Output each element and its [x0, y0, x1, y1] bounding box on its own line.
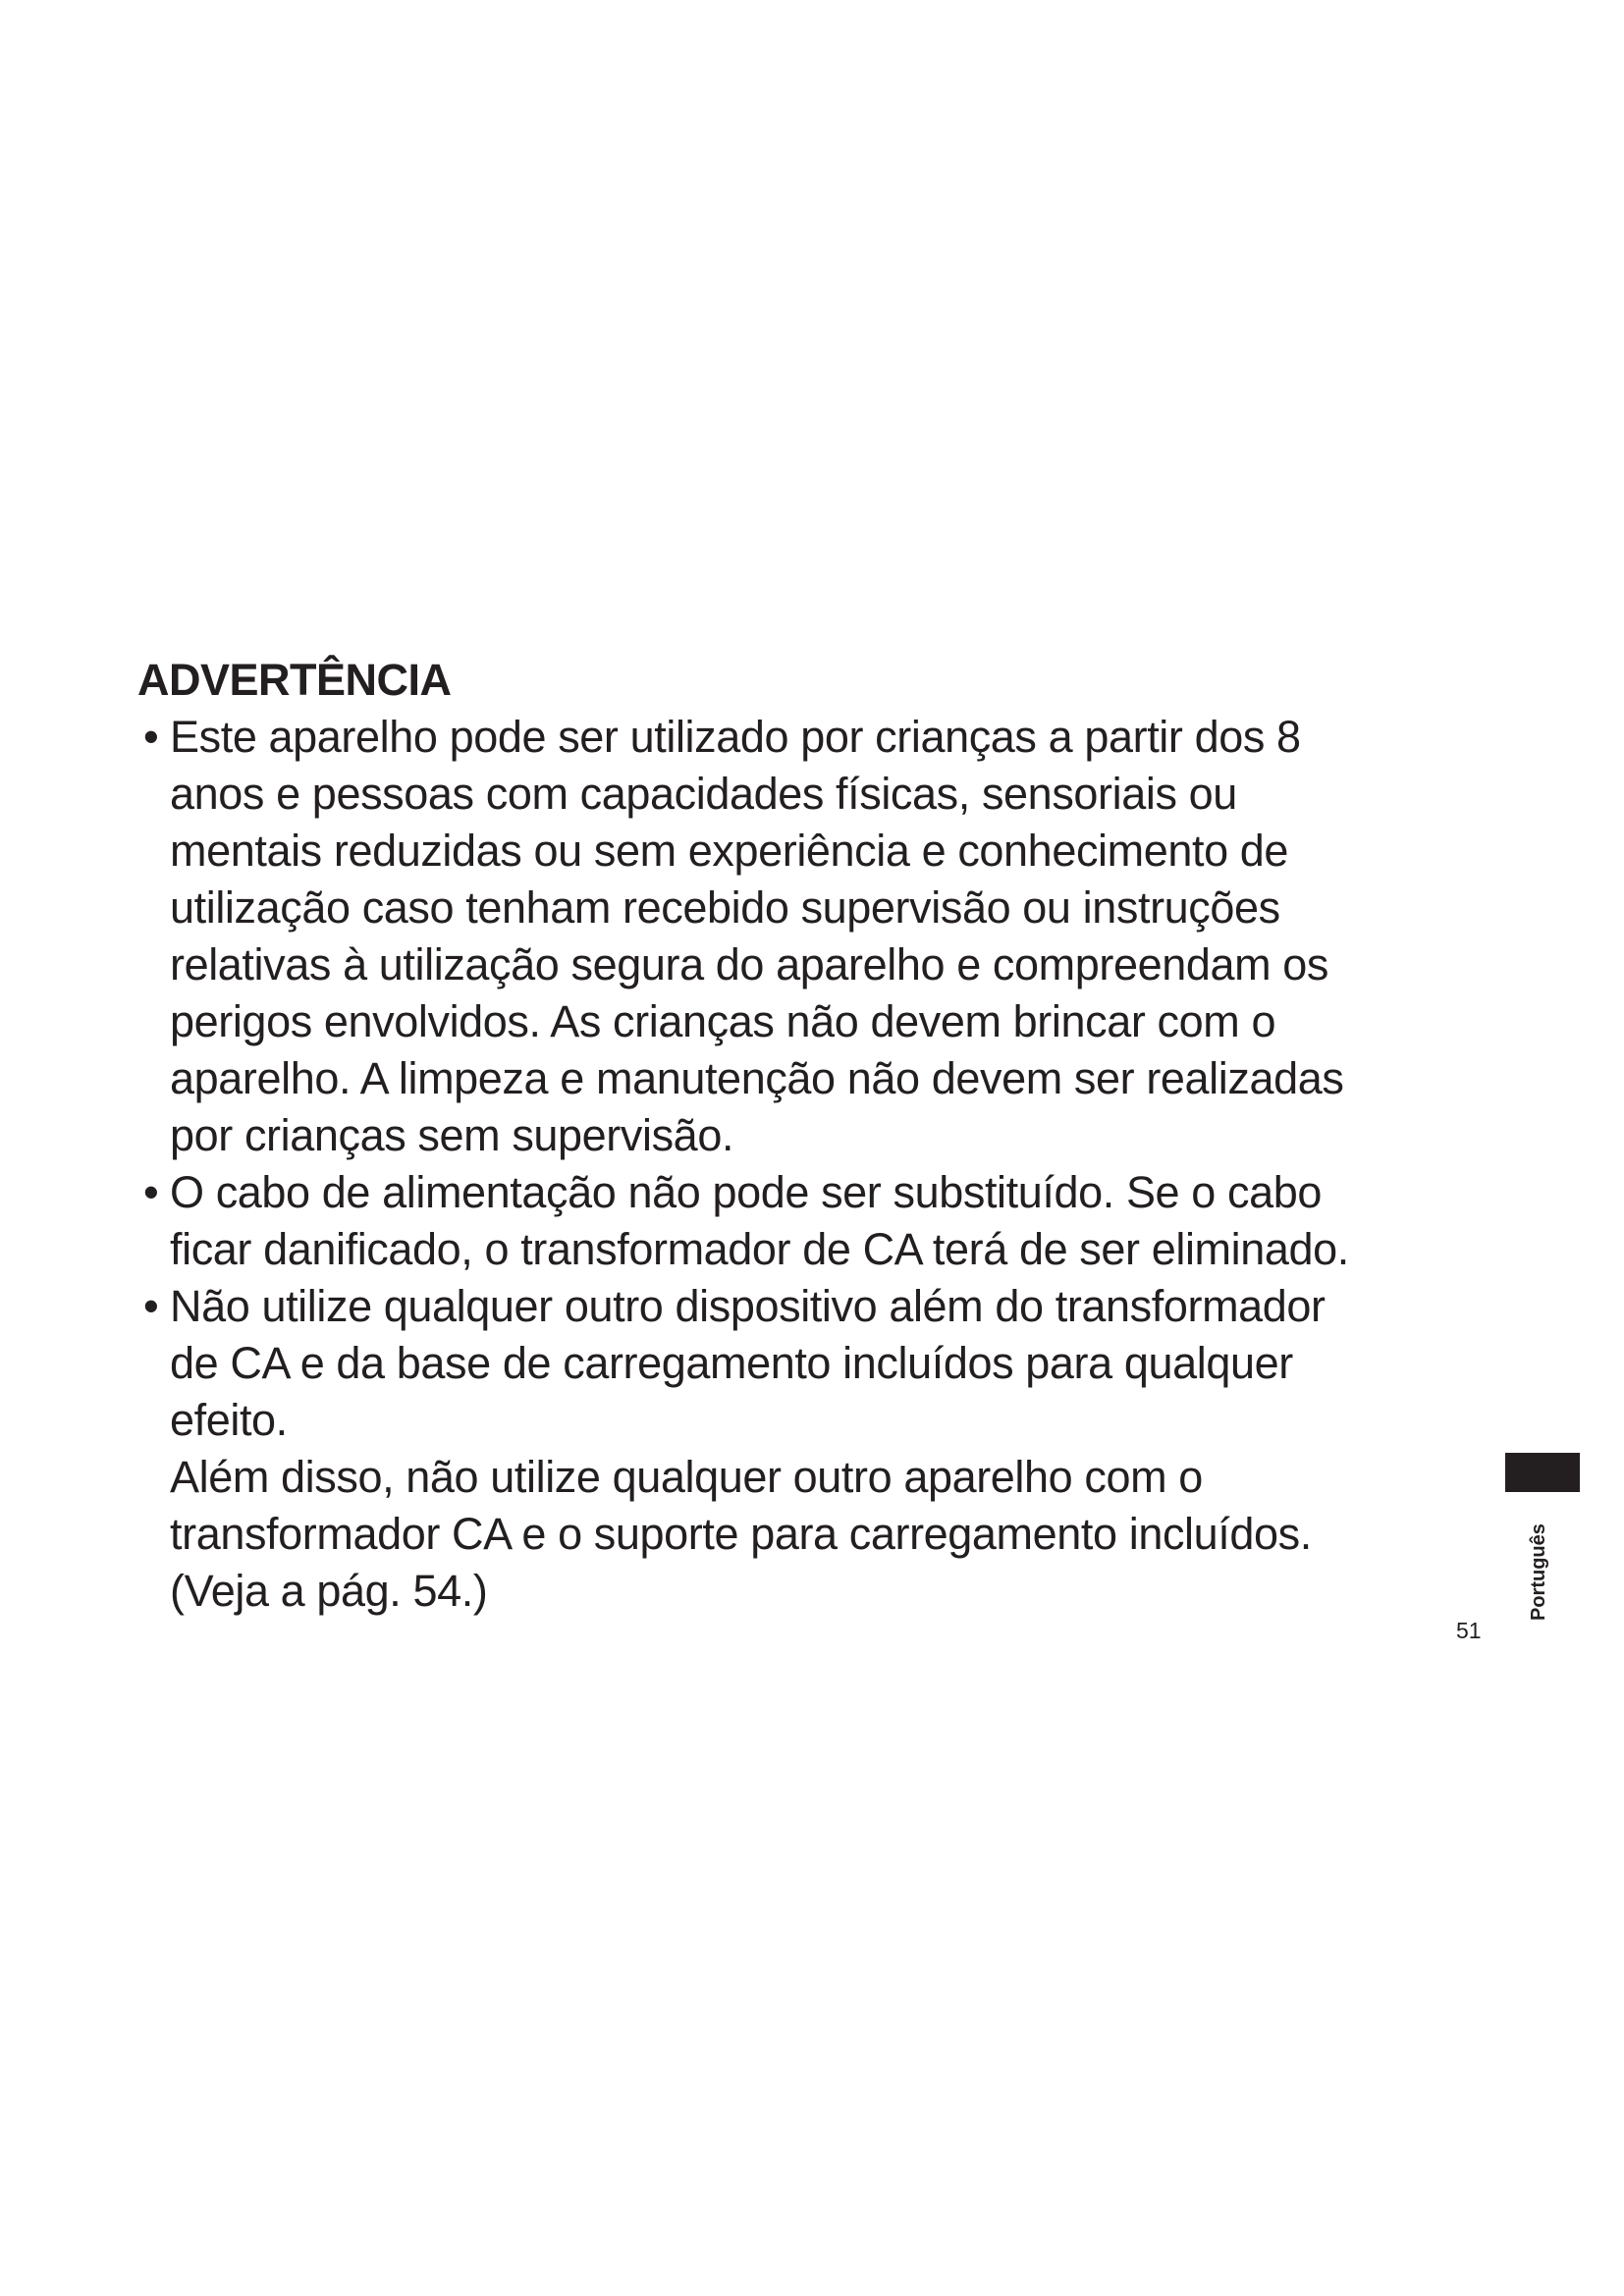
warning-item-other-devices [137, 1278, 1512, 1620]
warning-line: Não utilize qualquer outro dispositivo além do transformador [170, 1281, 1326, 1331]
warning-line: Este aparelho pode ser utilizado por crianças a partir dos 8 [170, 712, 1301, 762]
warning-list [137, 709, 1512, 1620]
warning-heading: ADVERTÊNCIA [137, 655, 452, 705]
bullet-icon: • [143, 1281, 159, 1331]
warning-line: perigos envolvidos. As crianças não devem brincar com o [170, 996, 1276, 1046]
warning-line: anos e pessoas com capacidades físicas, sensoriais ou [170, 769, 1237, 819]
warning-line: Além disso, não utilize qualquer outro aparelho com o [170, 1452, 1203, 1502]
warning-item-power-cord [137, 1164, 1512, 1278]
warning-section [137, 652, 1512, 1620]
warning-line: utilização caso tenham recebido supervisão ou instruções [170, 882, 1280, 933]
warning-line: O cabo de alimentação não pode ser substituído. Se o cabo [170, 1167, 1322, 1217]
language-tab-label: Português [1528, 1523, 1549, 1621]
bullet-icon: • [143, 1167, 159, 1217]
bullet-icon: • [143, 712, 159, 762]
warning-line: ficar danificado, o transformador de CA terá de ser eliminado. [170, 1224, 1349, 1274]
warning-line: aparelho. A limpeza e manutenção não devem ser realizadas [170, 1053, 1344, 1103]
warning-line: relativas à utilização segura do aparelho e compreendam os [170, 939, 1329, 989]
warning-line: efeito. [170, 1395, 288, 1445]
warning-line: (Veja a pág. 54.) [170, 1566, 488, 1616]
warning-line: de CA e da base de carregamento incluídos para qualquer [170, 1338, 1293, 1388]
warning-line: por crianças sem supervisão. [170, 1110, 734, 1160]
language-tab-marker [1505, 1453, 1580, 1492]
warning-line: mentais reduzidas ou sem experiência e conhecimento de [170, 826, 1289, 876]
warning-item-children [137, 709, 1512, 1164]
warning-line: transformador CA e o suporte para carregamento incluídos. [170, 1509, 1312, 1559]
page-number: 51 [1456, 1618, 1482, 1643]
